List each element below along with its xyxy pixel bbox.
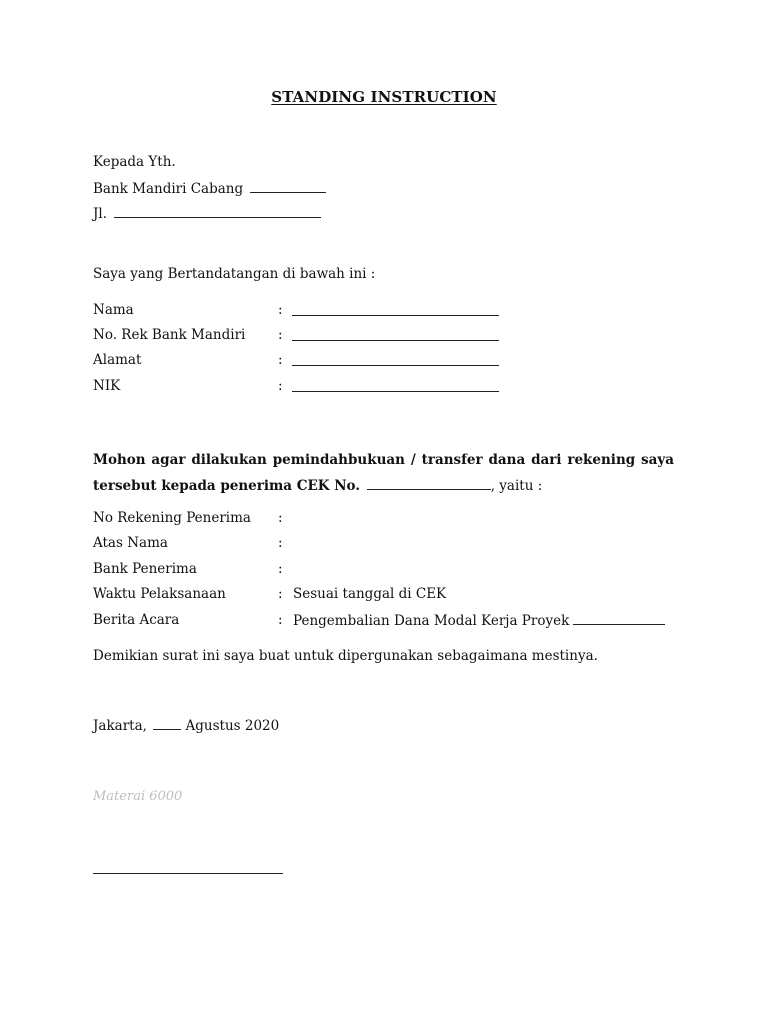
field-separator: : bbox=[278, 535, 283, 551]
field-label: NIK bbox=[93, 378, 121, 394]
field-value: Sesuai tanggal di CEK bbox=[293, 586, 447, 602]
intro-text: Saya yang Bertandatangan di bawah ini : bbox=[93, 266, 376, 282]
berita-acara-text: Pengembalian Dana Modal Kerja Proyek bbox=[293, 613, 570, 629]
document-title: STANDING INSTRUCTION bbox=[271, 88, 497, 106]
place-date bbox=[93, 717, 279, 734]
field-label: Berita Acara bbox=[93, 612, 180, 628]
request-text: Mohon agar dilakukan pemindahbukuan / transfer dana dari rekening saya tersebut kepada penerima CEK No. bbox=[93, 452, 674, 494]
street-blank bbox=[114, 205, 321, 218]
recipient-greeting: Kepada Yth. bbox=[93, 154, 176, 170]
street-prefix-label: Jl. bbox=[93, 206, 108, 222]
signature-line bbox=[93, 873, 283, 874]
month-year-label: Agustus 2020 bbox=[185, 718, 280, 734]
field-label: No Rekening Penerima bbox=[93, 510, 251, 526]
field-label: Alamat bbox=[93, 352, 142, 368]
field-separator: : bbox=[278, 561, 283, 577]
field-label: Bank Penerima bbox=[93, 561, 197, 577]
field-separator: : bbox=[278, 510, 283, 526]
field-separator: : bbox=[278, 612, 283, 628]
field-blank bbox=[292, 315, 499, 316]
closing-text: Demikian surat ini saya buat untuk dipergunakan sebagaimana mestinya. bbox=[93, 648, 598, 664]
recipient-bank-branch bbox=[93, 180, 326, 197]
field-label: Nama bbox=[93, 302, 134, 318]
request-text-after: , yaitu : bbox=[490, 478, 543, 494]
bank-branch-label: Bank Mandiri Cabang bbox=[93, 181, 244, 197]
field-separator: : bbox=[278, 378, 283, 394]
field-value bbox=[293, 612, 665, 629]
field-separator: : bbox=[278, 586, 283, 602]
field-label: Atas Nama bbox=[93, 535, 168, 551]
field-blank bbox=[292, 391, 499, 392]
request-paragraph bbox=[93, 447, 674, 499]
field-blank bbox=[292, 340, 499, 341]
field-separator: : bbox=[278, 327, 283, 343]
field-blank bbox=[292, 365, 499, 366]
day-blank bbox=[153, 717, 181, 730]
cek-number-blank bbox=[367, 477, 491, 490]
city-label: Jakarta, bbox=[93, 718, 147, 734]
stamp-placeholder: Materai 6000 bbox=[93, 789, 183, 804]
bank-branch-blank bbox=[250, 180, 326, 193]
recipient-street bbox=[93, 205, 321, 222]
field-label: No. Rek Bank Mandiri bbox=[93, 327, 246, 343]
berita-acara-blank bbox=[573, 612, 665, 625]
field-separator: : bbox=[278, 302, 283, 318]
field-label: Waktu Pelaksanaan bbox=[93, 586, 226, 602]
field-separator: : bbox=[278, 352, 283, 368]
